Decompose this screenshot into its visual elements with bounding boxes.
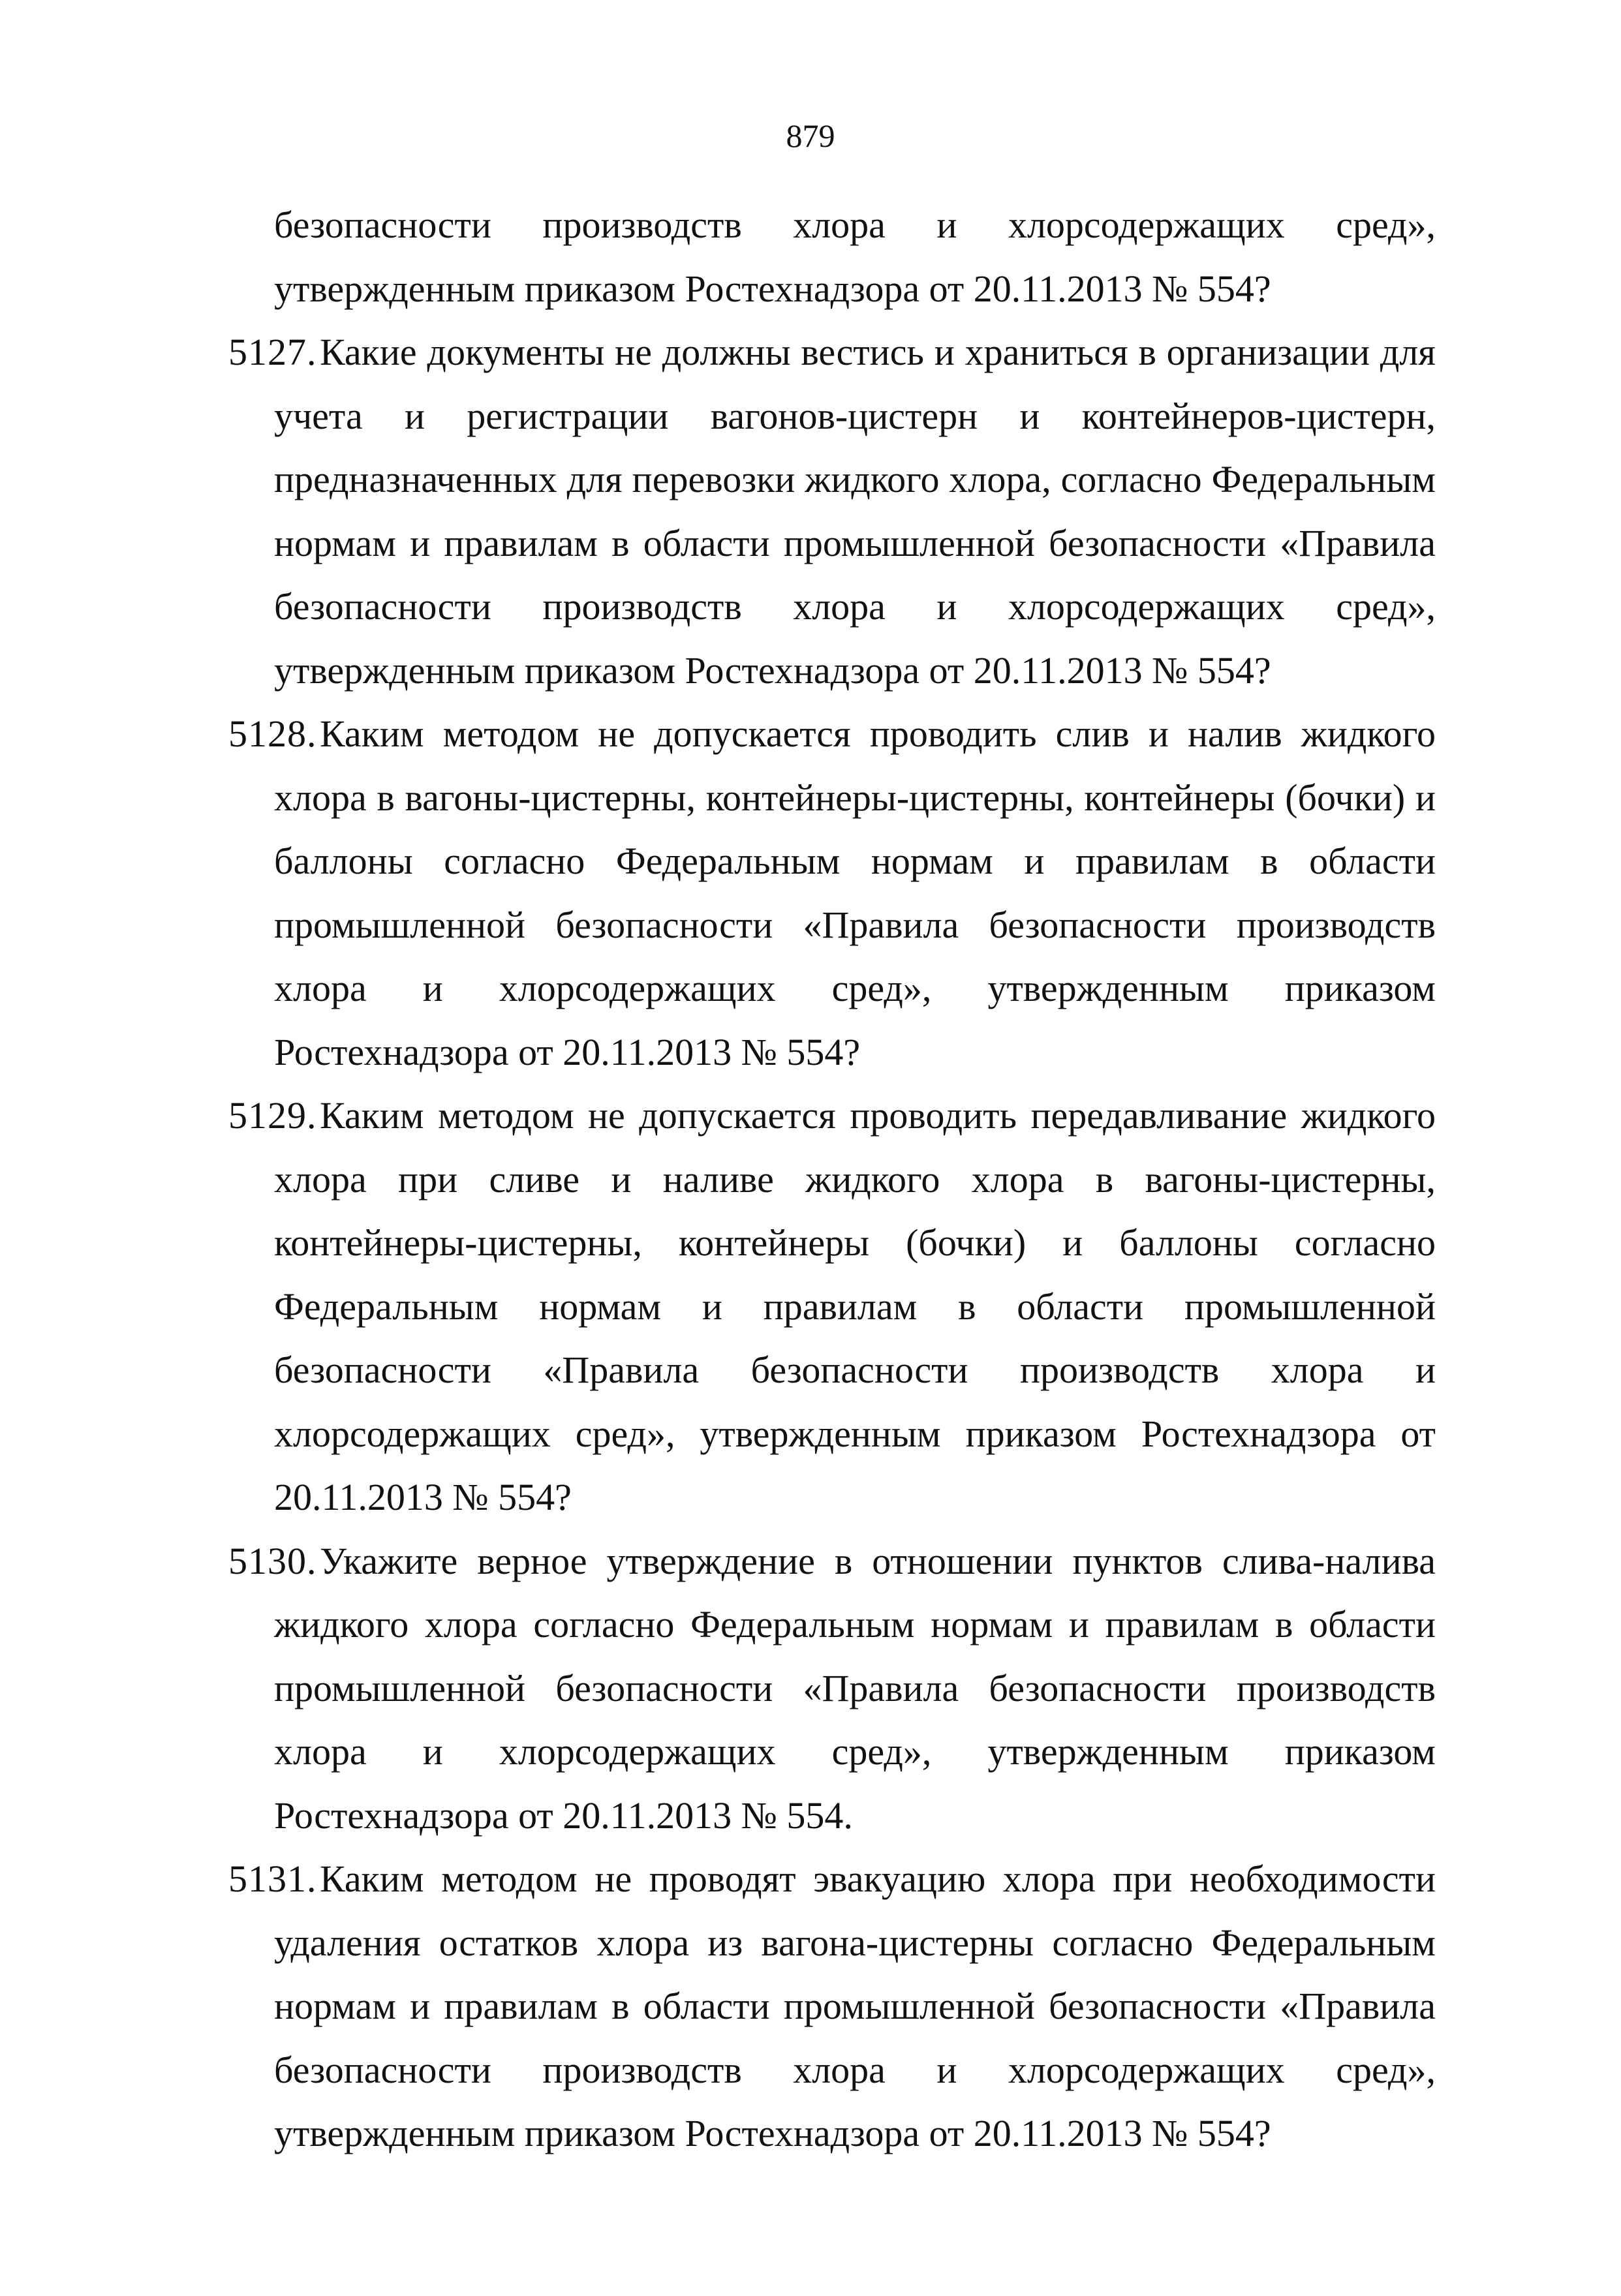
question-number: 5127. bbox=[228, 331, 317, 373]
question-text: Каким методом не допускается проводить передавливание жидкого хлора при сливе и наливе жидкого хлора в вагоны-цистерны, контейнеры-цистерны, контейнеры (бочки) и баллоны согласно Федеральным нормам и правилам в области промышленной безопасности «Правила безопасности производств хлора и хлорсодержащих сред», утвержденным приказом Ростехнадзора от 20.11.2013 № 554? bbox=[274, 1094, 1436, 1518]
continuation-paragraph: безопасности производств хлора и хлорсодержащих сред», утвержденным приказом Ростехнадзора от 20.11.2013 № 554? bbox=[274, 204, 1436, 310]
question-number: 5128. bbox=[228, 712, 317, 755]
question-item bbox=[228, 1847, 1436, 2166]
question-item bbox=[228, 320, 1436, 702]
question-item bbox=[228, 1529, 1436, 1848]
question-text: Какие документы не должны вестись и храниться в организации для учета и регистрации вагонов-цистерн и контейнеров-цистерн, предназначенных для перевозки жидкого хлора, согласно Федеральным нормам и правилам в области промышленной безопасности «Правила безопасности производств хлора и хлорсодержащих сред», утвержденным приказом Ростехнадзора от 20.11.2013 № 554? bbox=[274, 331, 1436, 692]
question-number: 5131. bbox=[228, 1858, 317, 1900]
question-number: 5130. bbox=[228, 1539, 317, 1582]
question-text: Каким методом не допускается проводить слив и налив жидкого хлора в вагоны-цистерны, контейнеры-цистерны, контейнеры (бочки) и баллоны согласно Федеральным нормам и правилам в области промышленной безопасности «Правила безопасности производств хлора и хлорсодержащих сред», утвержденным приказом Ростехнадзора от 20.11.2013 № 554? bbox=[274, 712, 1436, 1073]
question-text: Каким методом не проводят эвакуацию хлора при необходимости удаления остатков хлора из вагона-цистерны согласно Федеральным нормам и правилам в области промышленной безопасности «Правила безопасности производств хлора и хлорсодержащих сред», утвержденным приказом Ростехнадзора от 20.11.2013 № 554? bbox=[274, 1858, 1436, 2154]
page-content bbox=[228, 193, 1436, 2166]
question-text: Укажите верное утверждение в отношении пунктов слива-налива жидкого хлора согласно Федеральным нормам и правилам в области промышленной безопасности «Правила безопасности производств хлора и хлорсодержащих сред», утвержденным приказом Ростехнадзора от 20.11.2013 № 554. bbox=[274, 1539, 1436, 1837]
question-number: 5129. bbox=[228, 1094, 317, 1137]
question-item bbox=[228, 1084, 1436, 1529]
question-item bbox=[228, 702, 1436, 1084]
page-number: 879 bbox=[786, 117, 835, 154]
